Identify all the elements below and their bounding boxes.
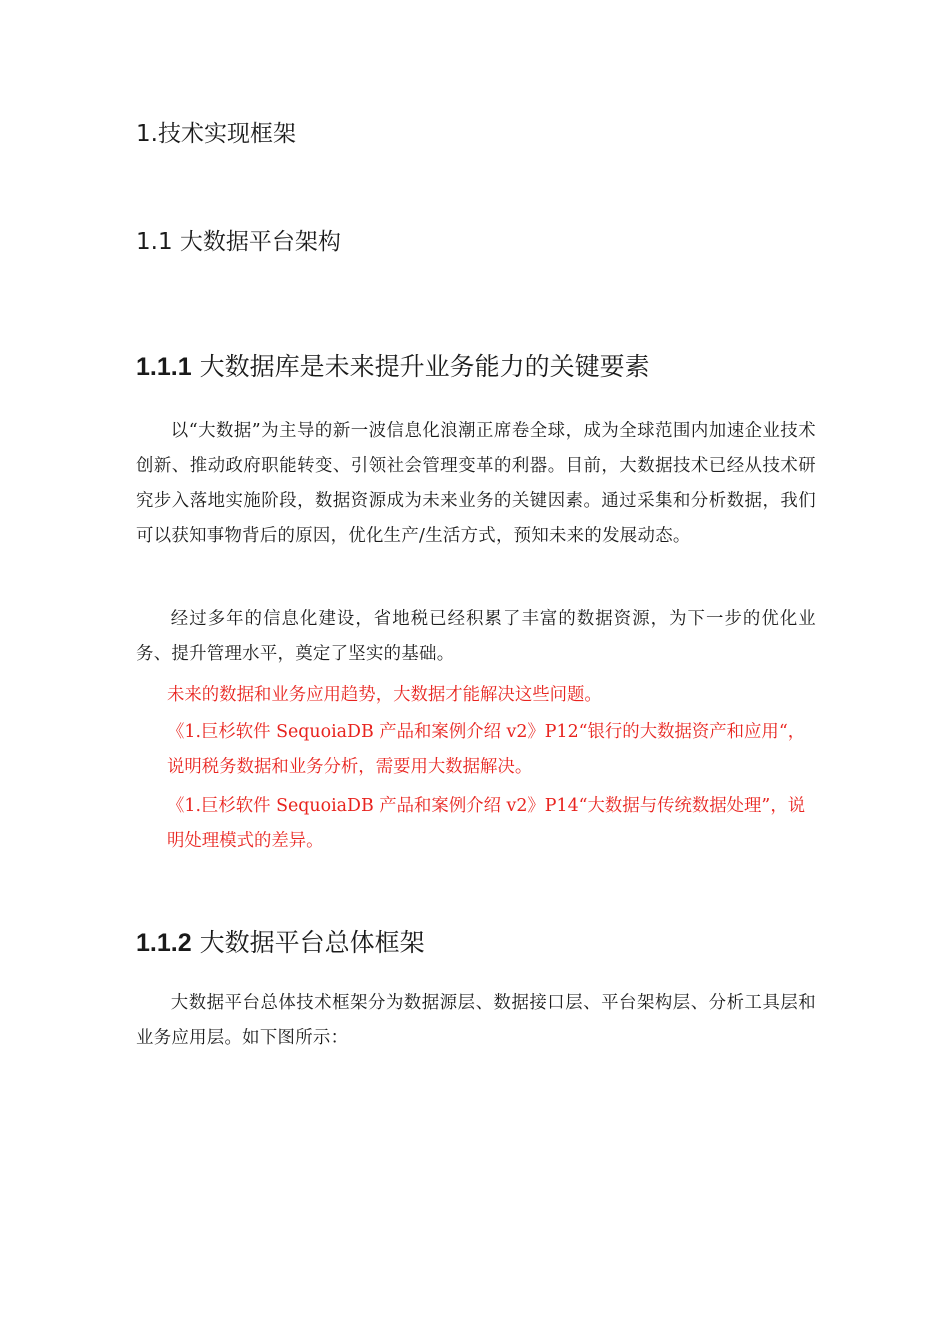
heading-1-1-1-number: 1.1.1 <box>136 353 192 381</box>
note-reference-p14: 《1.巨杉软件 SequoiaDB 产品和案例介绍 v2》P14“大数据与传统数据处理”，说明处理模式的差异。 <box>167 796 806 851</box>
heading-1-1-1 <box>136 350 650 384</box>
heading-1: 1.技术实现框架 <box>136 121 296 147</box>
note-trend: 未来的数据和业务应用趋势，大数据才能解决这些问题。 <box>167 685 602 705</box>
heading-1-1-2-number: 1.1.2 <box>136 929 192 957</box>
note-reference-p12: 《1.巨杉软件 SequoiaDB 产品和案例介绍 v2》P12“银行的大数据资产和应用“，说明税务数据和业务分析，需要用大数据解决。 <box>167 722 806 777</box>
heading-1-1-2-title: 大数据平台总体框架 <box>199 928 425 957</box>
heading-1-1: 1.1 大数据平台架构 <box>136 229 341 255</box>
paragraph-big-data-intro: 以“大数据”为主导的新一波信息化浪潮正席卷全球，成为全球范围内加速企业技术创新、推动政府职能转变、引领社会管理变革的利器。目前，大数据技术已经从技术研究步入落地实施阶段，数据资源成为未来业务的关键因素。通过采集和分析数据，我们可以获知事物背后的原因，优化生产/生活方式，预知未来的发展动态。 <box>136 421 816 546</box>
heading-1-1-2 <box>136 926 425 960</box>
heading-1-1-1-title: 大数据库是未来提升业务能力的关键要素 <box>199 352 650 381</box>
paragraph-tax-data-resources: 经过多年的信息化建设，省地税已经积累了丰富的数据资源，为下一步的优化业务、提升管理水平，奠定了坚实的基础。 <box>136 609 816 664</box>
paragraph-framework-layers: 大数据平台总体技术框架分为数据源层、数据接口层、平台架构层、分析工具层和业务应用层。如下图所示： <box>136 993 816 1048</box>
